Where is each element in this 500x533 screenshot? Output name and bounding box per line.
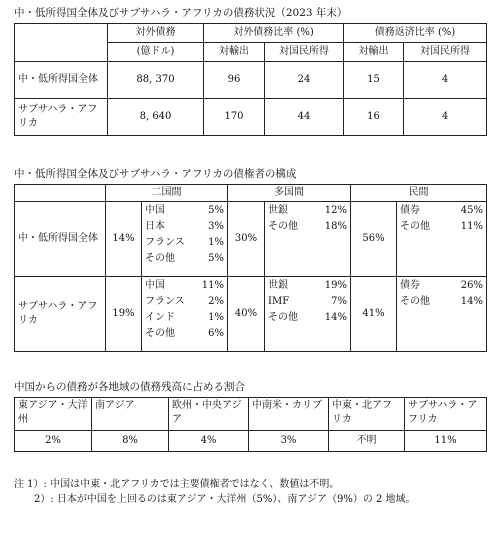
item-label: 中国 <box>145 280 165 291</box>
list-item <box>268 294 347 310</box>
header-debt-ratio: 対外債務比率 (%) <box>204 24 344 43</box>
item-label: フランス <box>145 296 185 307</box>
list-item <box>145 278 224 294</box>
item-value: 14% <box>460 296 483 307</box>
table-row <box>15 277 487 352</box>
list-item <box>268 278 347 294</box>
item-value: 45% <box>460 205 483 216</box>
item-label: その他 <box>268 221 298 232</box>
item-label: その他 <box>268 312 298 323</box>
cell-service-export: 15 <box>344 62 404 99</box>
region-value: 2% <box>15 431 92 452</box>
cell-multilateral-total: 30% <box>228 202 265 277</box>
list-item <box>145 219 224 235</box>
header-debt-service: 債務返済比率 (%) <box>344 24 487 43</box>
footnotes <box>14 477 486 507</box>
region-value: 8% <box>92 431 169 452</box>
region-value: 4% <box>169 431 249 452</box>
cell-multilateral-items <box>265 277 351 352</box>
header-blank <box>15 185 106 202</box>
region-name: 中東・北アフリカ <box>329 398 405 431</box>
item-label: 日本 <box>145 221 165 232</box>
item-value: 3% <box>208 221 224 232</box>
item-label: その他 <box>400 221 430 232</box>
region-name: 欧州・中央アジア <box>169 398 249 431</box>
region-value: 3% <box>249 431 329 452</box>
row-name: サブサハラ・アフリカ <box>15 277 106 352</box>
header-multilateral: 多国間 <box>228 185 351 202</box>
item-value: 1% <box>208 312 224 323</box>
list-item <box>400 294 483 310</box>
cell-bilateral-items <box>142 277 228 352</box>
header-service-export: 対輸出 <box>344 43 404 62</box>
cell-bilateral-total: 19% <box>106 277 142 352</box>
item-value: 7% <box>331 296 347 307</box>
section-creditor-composition <box>14 167 486 352</box>
region-name: 東アジア・大洋州 <box>15 398 92 431</box>
item-value: 11% <box>201 280 224 291</box>
item-label: インド <box>145 312 175 323</box>
item-label: 世銀 <box>268 280 288 291</box>
list-item <box>145 294 224 310</box>
list-item <box>268 219 347 235</box>
header-blank <box>15 24 108 62</box>
item-label: 中国 <box>145 205 165 216</box>
cell-multilateral-total: 40% <box>228 277 265 352</box>
cell-bilateral-total: 14% <box>106 202 142 277</box>
header-service-gni: 対国民所得 <box>404 43 487 62</box>
item-value: 19% <box>324 280 347 291</box>
item-value: 26% <box>460 280 483 291</box>
header-private: 民間 <box>351 185 487 202</box>
item-label: その他 <box>145 253 175 264</box>
list-item <box>268 310 347 326</box>
cell-debt: 8, 640 <box>108 99 204 136</box>
footnote-1: 注 1）: 中国は中東・北アフリカでは主要債権者ではなく、数値は不明。 <box>14 479 340 490</box>
row-name: 中・低所得国全体 <box>15 202 106 277</box>
cell-ratio-gni: 44 <box>265 99 344 136</box>
china-share-table <box>14 397 487 452</box>
item-value: 5% <box>208 205 224 216</box>
cell-bilateral-items <box>142 202 228 277</box>
cell-service-gni: 4 <box>404 62 487 99</box>
header-ratio-export: 対輸出 <box>204 43 265 62</box>
list-item <box>145 251 224 267</box>
item-value: 2% <box>208 296 224 307</box>
region-value: 不明 <box>329 431 405 452</box>
cell-private-total: 56% <box>351 202 397 277</box>
item-label: 債券 <box>400 280 420 291</box>
section2-title: 中・低所得国全体及びサブサハラ・アフリカの債権者の構成 <box>14 168 297 180</box>
item-label: その他 <box>145 328 175 339</box>
item-label: 債券 <box>400 205 420 216</box>
cell-ratio-export: 96 <box>204 62 265 99</box>
region-value: 11% <box>405 431 487 452</box>
section-debt-status <box>14 6 486 136</box>
item-label: IMF <box>268 296 290 307</box>
list-item <box>145 235 224 251</box>
header-bilateral: 二国間 <box>106 185 228 202</box>
debt-status-table <box>14 23 487 136</box>
list-item <box>400 219 483 235</box>
section3-title: 中国からの債務が各地域の債務残高に占める割合 <box>14 381 245 393</box>
item-label: フランス <box>145 237 185 248</box>
list-item <box>145 326 224 342</box>
cell-private-total: 41% <box>351 277 397 352</box>
cell-debt: 88, 370 <box>108 62 204 99</box>
section1-title: 中・低所得国全体及びサブサハラ・アフリカの債務状況（2023 年末） <box>14 7 348 19</box>
region-name: 南アジア <box>92 398 169 431</box>
table-row <box>15 202 487 277</box>
table-row <box>15 99 487 136</box>
cell-ratio-export: 170 <box>204 99 265 136</box>
row-name: サブサハラ・アフリカ <box>15 99 108 136</box>
item-value: 12% <box>324 205 347 216</box>
header-debt: 対外債務 <box>108 24 204 43</box>
item-label: 世銀 <box>268 205 288 216</box>
item-value: 14% <box>324 312 347 323</box>
cell-multilateral-items <box>265 202 351 277</box>
list-item <box>145 310 224 326</box>
header-ratio-gni: 対国民所得 <box>265 43 344 62</box>
section-china-share <box>14 380 486 452</box>
header-debt-unit: (億ドル) <box>108 43 204 62</box>
cell-private-items <box>397 277 487 352</box>
footnote-2: 2）: 日本が中国を上回るのは東アジア・大洋州（5%）、南アジア（9%）の 2 地域。 <box>34 494 416 505</box>
item-value: 6% <box>208 328 224 339</box>
item-label: その他 <box>400 296 430 307</box>
region-name: 中南米・カリブ <box>249 398 329 431</box>
region-name: サブサハラ・アフリカ <box>405 398 487 431</box>
list-item <box>145 203 224 219</box>
cell-service-gni: 4 <box>404 99 487 136</box>
table-row <box>15 62 487 99</box>
item-value: 18% <box>324 221 347 232</box>
cell-private-items <box>397 202 487 277</box>
list-item <box>268 203 347 219</box>
item-value: 11% <box>460 221 483 232</box>
list-item <box>400 203 483 219</box>
item-value: 5% <box>208 253 224 264</box>
cell-service-export: 16 <box>344 99 404 136</box>
cell-ratio-gni: 24 <box>265 62 344 99</box>
list-item <box>400 278 483 294</box>
creditor-table <box>14 184 487 352</box>
row-name: 中・低所得国全体 <box>15 62 108 99</box>
item-value: 1% <box>208 237 224 248</box>
